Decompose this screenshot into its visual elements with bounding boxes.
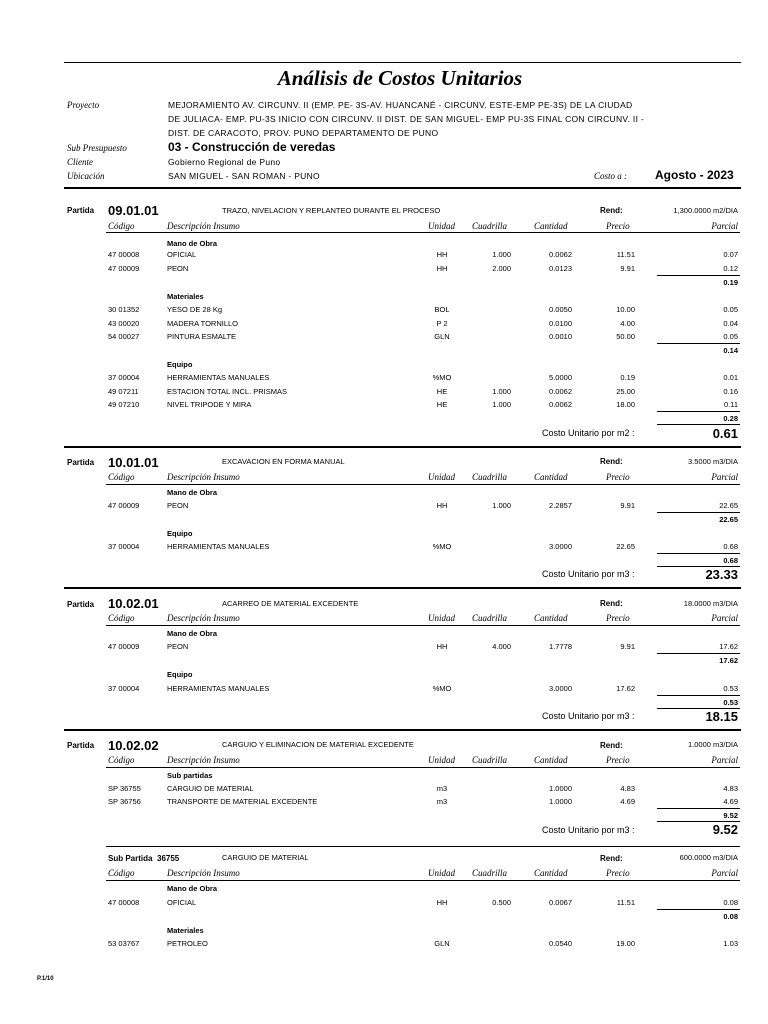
cell-desc: ESTACION TOTAL INCL. PRISMAS [167, 387, 288, 396]
partida-label: Partida [67, 206, 95, 215]
cell-unidad: m3 [436, 784, 448, 793]
cell-codigo: 47 00009 [108, 642, 140, 651]
rend-value: 1.0000 m3/DIA [687, 740, 738, 749]
cell-precio: 0.19 [620, 373, 635, 382]
subpresupuesto-value: 03 - Construcción de veredas [168, 140, 336, 154]
col-precio: Precio [606, 472, 630, 482]
cell-codigo: SP 36755 [108, 784, 141, 793]
cell-cuadrilla: 2.000 [492, 264, 511, 273]
cell-cantidad: 3.0000 [549, 684, 572, 693]
partida-desc: TRAZO, NIVELACION Y REPLANTEO DURANTE EL PROCESO [222, 206, 441, 215]
cell-codigo: 53 03767 [108, 939, 140, 948]
col-parcial: Parcial [711, 472, 738, 482]
cell-desc: HERRAMIENTAS MANUALES [167, 542, 270, 551]
col-descripcion: Descripción Insumo [167, 221, 240, 231]
col-precio: Precio [606, 613, 630, 623]
col-precio: Precio [606, 755, 630, 765]
cell-unidad: GLN [434, 939, 450, 948]
col-codigo: Código [108, 613, 135, 623]
cell-cantidad: 0.0067 [549, 898, 572, 907]
partida-desc: EXCAVACION EN FORMA MANUAL [222, 457, 345, 466]
section-rule [64, 729, 741, 731]
rend-label: Rend: [600, 854, 623, 863]
cell-parcial: 0.07 [723, 250, 738, 259]
partida-code: 09.01.01 [108, 203, 159, 218]
subtotal-rule [657, 512, 740, 513]
cell-cuadrilla: 1.000 [492, 387, 511, 396]
col-parcial: Parcial [711, 221, 738, 231]
cell-cantidad: 1.0000 [549, 784, 572, 793]
cell-desc: PEON [167, 642, 189, 651]
cell-desc: CARGUIO DE MATERIAL [167, 784, 254, 793]
cell-cantidad: 0.0540 [549, 939, 572, 948]
col-unidad: Unidad [428, 755, 455, 765]
cell-codigo: 49 07211 [108, 387, 139, 396]
cell-parcial: 0.01 [723, 373, 738, 382]
cell-unidad: m3 [436, 797, 448, 806]
cell-precio: 25.00 [616, 387, 635, 396]
cell-cantidad: 0.0100 [549, 319, 572, 328]
col-cantidad: Cantidad [534, 221, 568, 231]
cell-codigo: 47 00009 [108, 501, 140, 510]
proyecto-line-2: DE JULIACA- EMP. PU-3S INICIO CON CIRCUNV. II DIST. DE SAN MIGUEL- EMP PU-3S FINAL CON CIRCUNV. II - [168, 114, 645, 124]
subtotal-rule [657, 343, 740, 344]
rend-value: 3.5000 m3/DIA [687, 457, 738, 466]
col-codigo: Código [108, 472, 135, 482]
col-cuadrilla: Cuadrilla [472, 755, 508, 765]
group-materiales: Materiales [167, 292, 204, 301]
partida-label: Partida [67, 600, 95, 609]
cell-desc: YESO DE 28 Kg [167, 305, 223, 314]
sub-partida-rule [106, 846, 740, 847]
cell-parcial: 0.11 [723, 400, 738, 409]
subtotal-rule [657, 653, 740, 654]
cell-desc: OFICIAL [167, 250, 197, 259]
subtotal-mano-obra: 22.65 [719, 515, 738, 524]
subtotal-rule [657, 808, 740, 809]
cell-unidad: %MO [432, 684, 452, 693]
col-parcial: Parcial [711, 868, 738, 878]
cell-unidad: HH [436, 642, 448, 651]
col-descripcion: Descripción Insumo [167, 868, 240, 878]
top-rule [64, 62, 741, 63]
cell-cantidad: 0.0050 [549, 305, 572, 314]
costo-unitario-value: 23.33 [705, 567, 738, 582]
rend-label: Rend: [600, 457, 623, 466]
cell-codigo: 37 00004 [108, 542, 140, 551]
cell-parcial: 0.04 [723, 319, 738, 328]
cell-unidad: P 2 [436, 319, 448, 328]
cell-cuadrilla: 4.000 [492, 642, 511, 651]
cell-cuadrilla: 1.000 [492, 501, 511, 510]
subtotal-rule [657, 411, 740, 412]
costo-unitario-value: 9.52 [712, 822, 738, 837]
cell-precio: 19.00 [616, 939, 635, 948]
col-precio: Precio [606, 868, 630, 878]
subpresupuesto-label: Sub Presupuesto [67, 143, 127, 153]
subtotal-mano-obra: 17.62 [719, 656, 738, 665]
cell-precio: 9.91 [620, 642, 635, 651]
subtotal-mano-obra: 0.19 [723, 278, 738, 287]
col-descripcion: Descripción Insumo [167, 755, 240, 765]
col-cuadrilla: Cuadrilla [472, 472, 508, 482]
partida-code: 10.01.01 [108, 455, 159, 470]
cell-parcial: 0.05 [723, 305, 738, 314]
cell-parcial: 22.65 [719, 501, 738, 510]
cell-codigo: 30 01352 [108, 305, 140, 314]
col-cuadrilla: Cuadrilla [472, 868, 508, 878]
col-unidad: Unidad [428, 221, 455, 231]
col-unidad: Unidad [428, 868, 455, 878]
section-rule [64, 446, 741, 448]
group-mano-obra: Mano de Obra [167, 884, 218, 893]
cell-unidad: HH [436, 264, 448, 273]
sub-partida-code: 36755 [157, 854, 180, 863]
col-cantidad: Cantidad [534, 613, 568, 623]
col-cantidad: Cantidad [534, 472, 568, 482]
col-parcial: Parcial [711, 613, 738, 623]
subtotal-rule [657, 553, 740, 554]
col-header-rule [106, 625, 740, 626]
cell-parcial: 1.03 [723, 939, 738, 948]
subtotal-equipo: 0.53 [723, 698, 738, 707]
cell-cuadrilla: 1.000 [492, 400, 511, 409]
ubicacion-label: Ubicación [67, 171, 105, 181]
cell-parcial: 0.68 [723, 542, 738, 551]
cell-precio: 11.51 [616, 898, 635, 907]
col-codigo: Código [108, 221, 135, 231]
cell-cantidad: 0.0062 [549, 400, 572, 409]
partida-code: 10.02.01 [108, 596, 159, 611]
col-unidad: Unidad [428, 472, 455, 482]
cell-precio: 4.69 [620, 797, 635, 806]
cell-desc: OFICIAL [167, 898, 197, 907]
cell-precio: 4.00 [620, 319, 635, 328]
rend-label: Rend: [600, 206, 623, 215]
col-header-rule [106, 484, 740, 485]
partida-desc: CARGUIO Y ELIMINACION DE MATERIAL EXCEDENTE [222, 740, 414, 749]
cell-parcial: 0.08 [723, 898, 738, 907]
sub-partida-desc: CARGUIO DE MATERIAL [222, 853, 309, 862]
cell-desc: PEON [167, 501, 189, 510]
cell-desc: MADERA TORNILLO [167, 319, 238, 328]
costo-label: Costo a : [594, 171, 628, 181]
col-codigo: Código [108, 868, 135, 878]
group-equipo: Equipo [167, 670, 193, 679]
cell-precio: 9.91 [620, 501, 635, 510]
costo-unitario-label: Costo Unitario por m3 : [542, 569, 635, 579]
cell-cantidad: 2.2857 [549, 501, 572, 510]
partida-label: Partida [67, 741, 95, 750]
cell-unidad: HH [436, 501, 448, 510]
col-cuadrilla: Cuadrilla [472, 613, 508, 623]
group-mano-obra: Mano de Obra [167, 488, 218, 497]
rend-label: Rend: [600, 741, 623, 750]
cell-cantidad: 0.0062 [549, 387, 572, 396]
group-mano-obra: Mano de Obra [167, 629, 218, 638]
cell-cantidad: 3.0000 [549, 542, 572, 551]
cell-parcial: 4.69 [723, 797, 738, 806]
subtotal-rule [657, 275, 740, 276]
cell-unidad: BOL [434, 305, 450, 314]
cell-parcial: 4.83 [723, 784, 738, 793]
cell-desc: TRANSPORTE DE MATERIAL EXCEDENTE [167, 797, 318, 806]
subtotal-equipo: 0.28 [723, 414, 738, 423]
subtotal-equipo: 0.68 [723, 556, 738, 565]
cell-unidad: HE [436, 400, 448, 409]
cell-precio: 18.00 [616, 400, 635, 409]
section-rule [64, 587, 741, 589]
ubicacion-value: SAN MIGUEL - SAN ROMAN - PUNO [168, 171, 320, 181]
group-materiales: Materiales [167, 926, 204, 935]
subtotal-rule [657, 424, 740, 425]
cliente-value: Gobierno Regional de Puno [168, 157, 281, 167]
cliente-label: Cliente [67, 157, 93, 167]
cell-desc: PINTURA ESMALTE [167, 332, 237, 341]
cell-cantidad: 1.7778 [549, 642, 572, 651]
cell-parcial: 0.16 [723, 387, 738, 396]
subtotal-rule [657, 695, 740, 696]
cell-cantidad: 5.0000 [549, 373, 572, 382]
col-header-rule [106, 767, 740, 768]
rend-value: 1,300.0000 m2/DIA [673, 206, 738, 215]
cell-cantidad: 0.0062 [549, 250, 572, 259]
subtotal-rule [657, 909, 740, 910]
rend-value: 18.0000 m3/DIA [683, 599, 738, 608]
cell-parcial: 0.12 [723, 264, 738, 273]
cell-codigo: 43 00020 [108, 319, 140, 328]
partida-label: Partida [67, 458, 95, 467]
cell-desc: NIVEL TRIPODE Y MIRA [167, 400, 252, 409]
sub-partida-label: Sub Partida [108, 854, 153, 863]
cell-codigo: 49 07210 [108, 400, 140, 409]
group-equipo: Equipo [167, 529, 193, 538]
proyecto-line-1: MEJORAMIENTO AV. CIRCUNV. II (EMP. PE- 3S-AV. HUANCANÉ - CIRCUNV. ESTE-EMP PE-3S) DE LA CIUDAD [168, 100, 633, 110]
cell-desc: PEON [167, 264, 189, 273]
cell-precio: 50.00 [616, 332, 635, 341]
cell-unidad: HH [436, 250, 448, 259]
cell-unidad: GLN [434, 332, 450, 341]
subtotal-mano-obra: 0.08 [723, 912, 738, 921]
cell-precio: 10.00 [616, 305, 635, 314]
partida-code: 10.02.02 [108, 738, 159, 753]
cell-cantidad: 0.0123 [549, 264, 572, 273]
group-equipo: Equipo [167, 360, 193, 369]
col-cantidad: Cantidad [534, 868, 568, 878]
cell-codigo: 47 00008 [108, 250, 140, 259]
page-title: Análisis de Costos Unitarios [277, 66, 523, 90]
cell-parcial: 0.05 [723, 332, 738, 341]
cell-precio: 22.65 [616, 542, 635, 551]
costo-unitario-label: Costo Unitario por m3 : [542, 825, 635, 835]
subtotal-materiales: 0.14 [723, 346, 738, 355]
cell-codigo: 47 00008 [108, 898, 140, 907]
cell-desc: PETROLEO [167, 939, 208, 948]
cell-parcial: 17.62 [719, 642, 738, 651]
col-descripcion: Descripción Insumo [167, 472, 240, 482]
cell-unidad: %MO [432, 542, 452, 551]
costo-unitario-label: Costo Unitario por m3 : [542, 711, 635, 721]
rend-label: Rend: [600, 599, 623, 608]
col-codigo: Código [108, 755, 135, 765]
costo-unitario-label: Costo Unitario por m2 : [542, 428, 635, 438]
costo-fecha: Agosto - 2023 [655, 168, 734, 182]
cell-unidad: %MO [432, 373, 452, 382]
cell-unidad: HH [436, 898, 448, 907]
cell-parcial: 0.53 [723, 684, 738, 693]
col-unidad: Unidad [428, 613, 455, 623]
subtotal-sub-partidas: 9.52 [723, 811, 738, 820]
cell-cantidad: 1.0000 [549, 797, 572, 806]
col-cuadrilla: Cuadrilla [472, 221, 508, 231]
cell-desc: HERRAMIENTAS MANUALES [167, 684, 270, 693]
cell-codigo: SP 36756 [108, 797, 141, 806]
cell-precio: 4.83 [620, 784, 635, 793]
cell-desc: HERRAMIENTAS MANUALES [167, 373, 270, 382]
cell-codigo: 37 00004 [108, 373, 140, 382]
col-precio: Precio [606, 221, 630, 231]
cell-unidad: HE [436, 387, 448, 396]
cell-codigo: 47 00009 [108, 264, 140, 273]
group-sub-partidas: Sub partidas [167, 771, 213, 780]
col-parcial: Parcial [711, 755, 738, 765]
cell-cuadrilla: 0.500 [492, 898, 511, 907]
col-descripcion: Descripción Insumo [167, 613, 240, 623]
cell-precio: 17.62 [616, 684, 635, 693]
cell-cuadrilla: 1.000 [492, 250, 511, 259]
col-header-rule [106, 880, 740, 881]
col-cantidad: Cantidad [534, 755, 568, 765]
proyecto-line-3: DIST. DE CARACOTO, PROV. PUNO DEPARTAMENTO DE PUNO [168, 128, 439, 138]
partida-desc: ACARREO DE MATERIAL EXCEDENTE [222, 599, 359, 608]
cell-precio: 11.51 [616, 250, 635, 259]
col-header-rule [106, 232, 740, 233]
cell-precio: 9.91 [620, 264, 635, 273]
costo-unitario-value: 18.15 [705, 709, 738, 724]
cell-codigo: 37 00004 [108, 684, 140, 693]
cell-cantidad: 0.0010 [549, 332, 572, 341]
page-number: P.1/10 [37, 976, 54, 982]
group-mano-obra: Mano de Obra [167, 239, 218, 248]
header-rule [64, 187, 741, 189]
cell-codigo: 54 00027 [108, 332, 140, 341]
costo-unitario-value: 0.61 [712, 426, 738, 441]
proyecto-label: Proyecto [67, 100, 100, 110]
rend-value: 600.0000 m3/DIA [679, 853, 738, 862]
